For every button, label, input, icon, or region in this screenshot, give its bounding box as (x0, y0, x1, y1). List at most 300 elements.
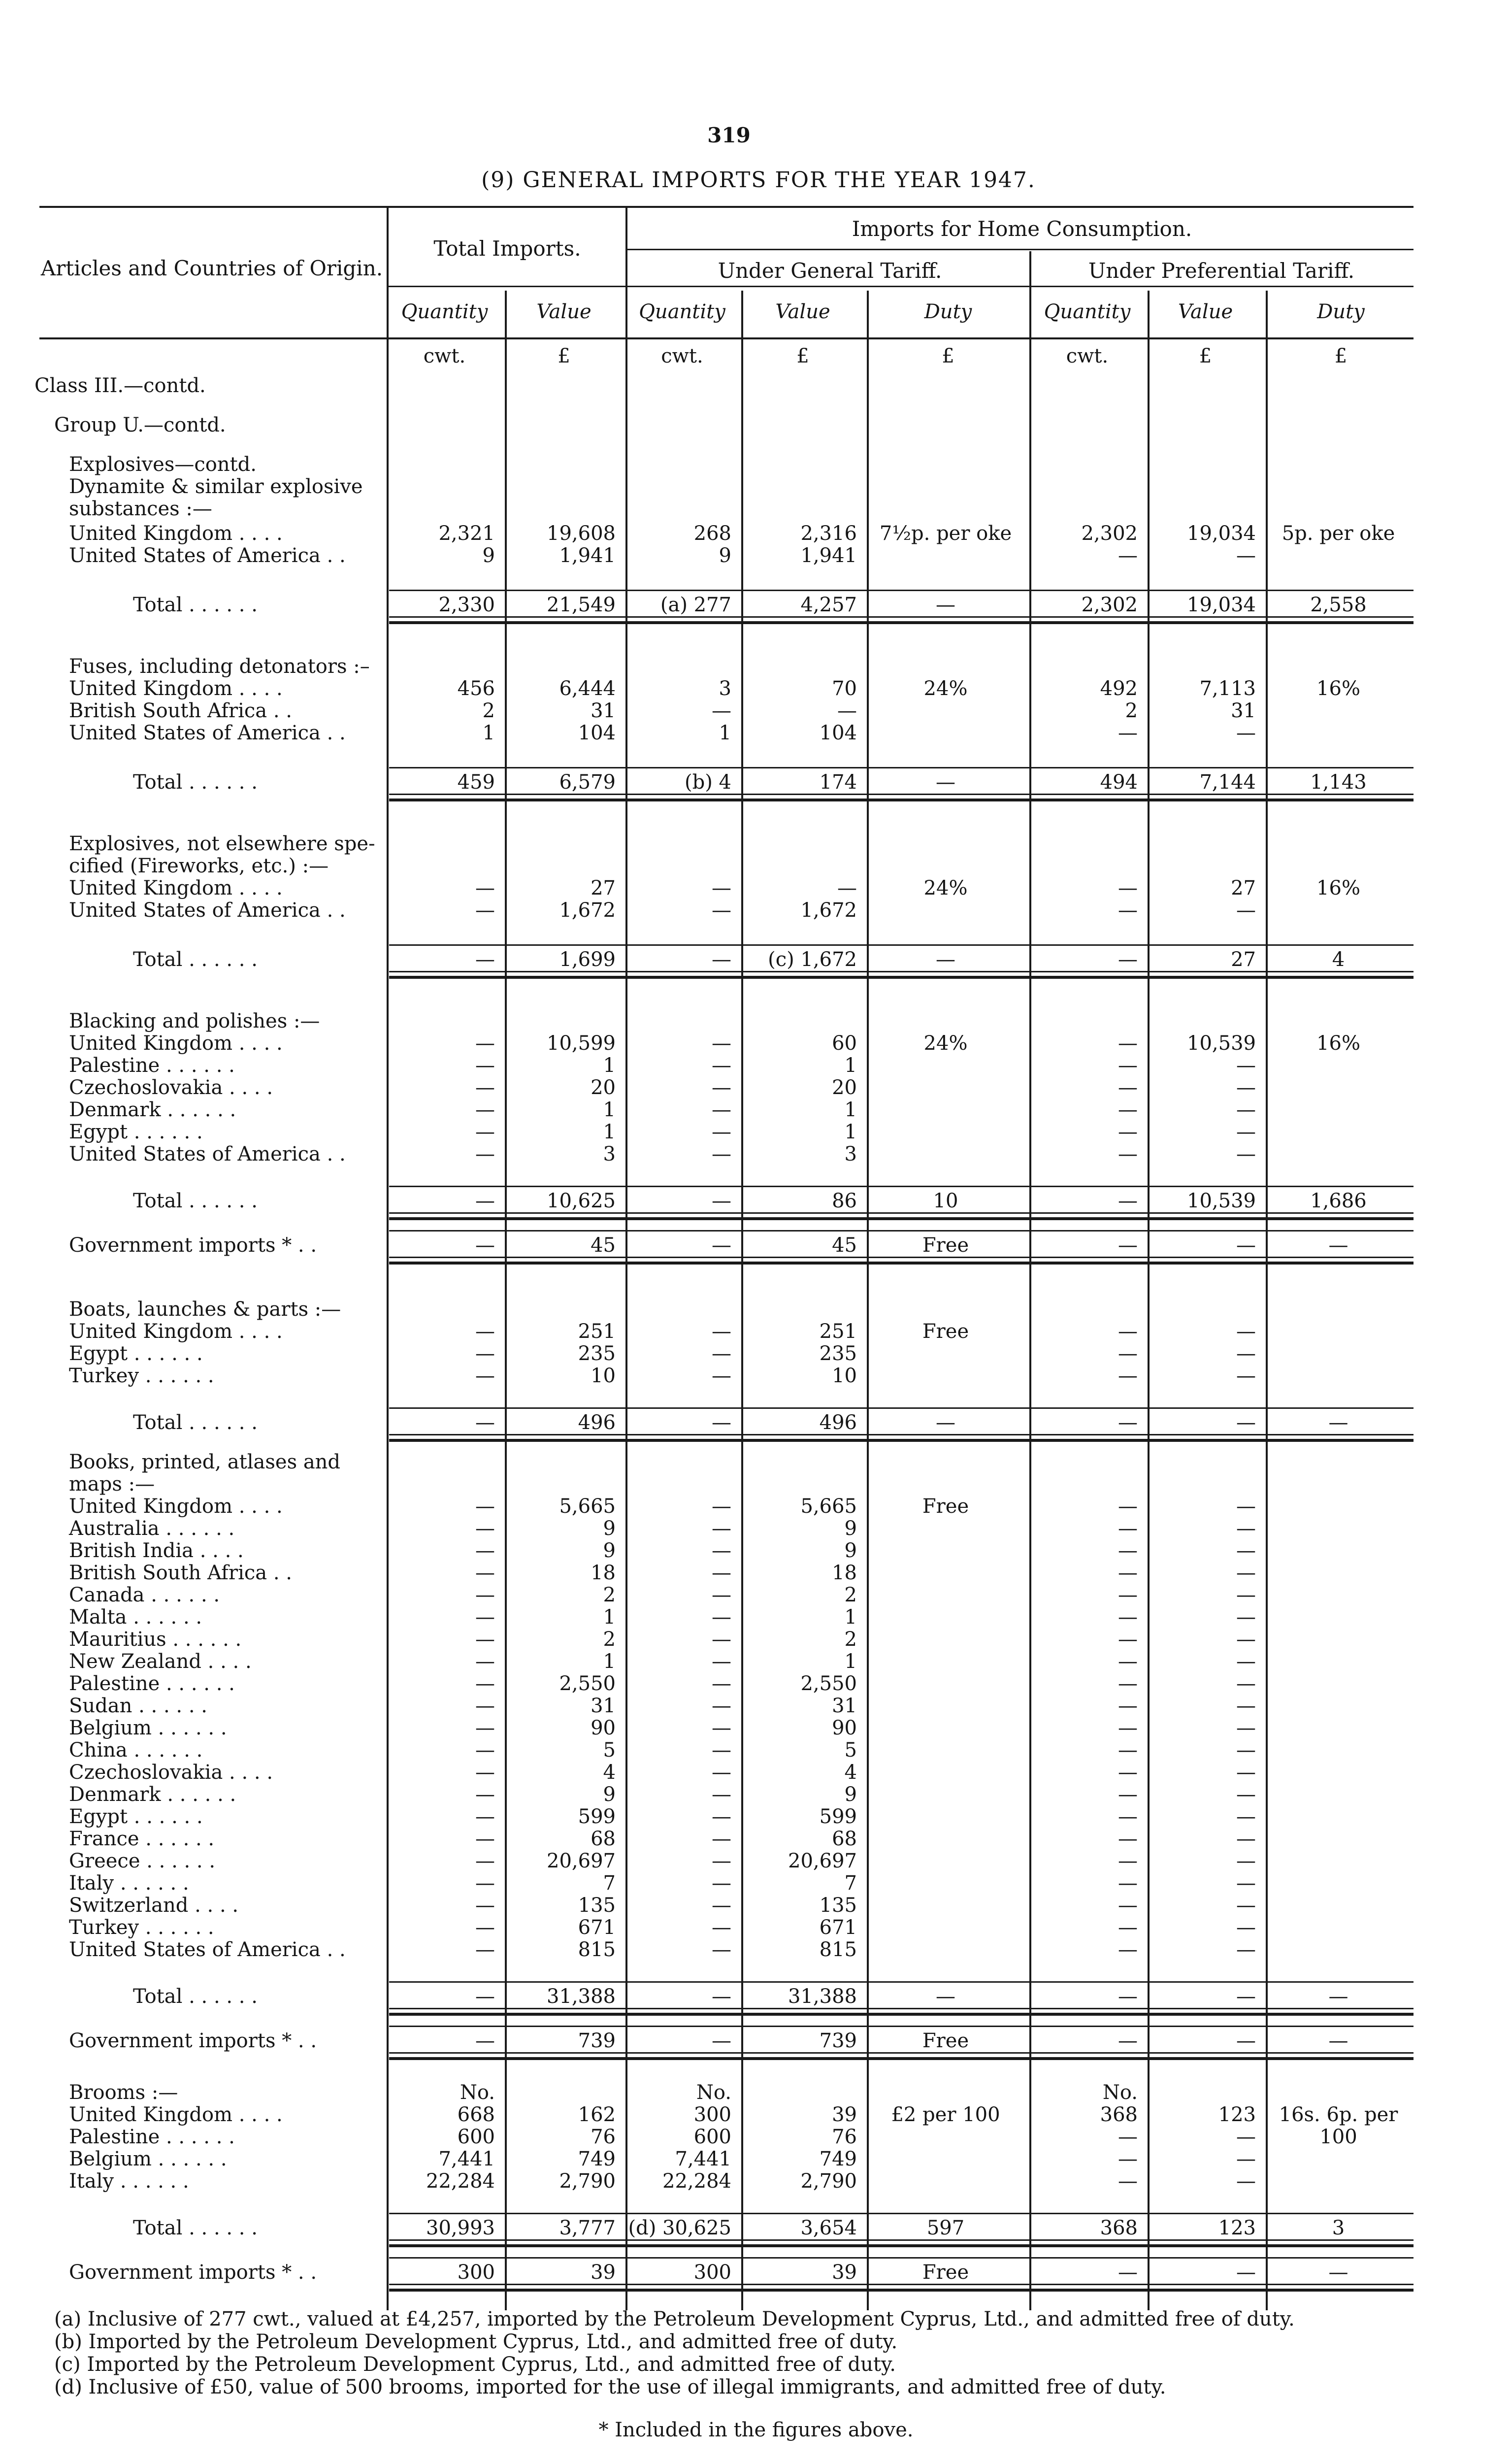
cell-general-duty: 10 (933, 1190, 958, 1212)
row-label: Australia . . . . . . (69, 1517, 235, 1540)
table-row (0, 544, 1512, 567)
cell-total-quantity: — (475, 1098, 495, 1121)
total-rule-above (389, 2213, 1413, 2214)
cell-pref-value: 27 (1231, 877, 1256, 899)
cell-pref-value: — (1236, 1584, 1256, 1606)
row-label: Total . . . . . . (133, 1411, 258, 1434)
cell-total-value: 45 (591, 1234, 616, 1257)
cell-total-quantity: — (475, 1761, 495, 1784)
cell-general-quantity: — (712, 1234, 731, 1257)
row-label: Explosives, not elsewhere spe- (69, 832, 375, 855)
subheader-value: Value (775, 300, 830, 323)
row-label: Government imports * . . (69, 2261, 317, 2284)
table-row (0, 2148, 1512, 2170)
header-home-consumption: Imports for Home Consumption. (852, 217, 1192, 241)
table-row (0, 475, 1512, 498)
cell-general-quantity: — (712, 1783, 731, 1806)
cell-total-value: 19,608 (547, 522, 616, 545)
cell-total-value: 27 (591, 877, 616, 899)
cell-total-value: 739 (578, 2030, 616, 2052)
table-row (0, 2081, 1512, 2104)
cell-pref-value: 31 (1231, 699, 1256, 722)
cell-pref-quantity: — (1118, 1650, 1138, 1673)
cell-general-value: 20,697 (788, 1850, 857, 1872)
cell-pref-value: — (1236, 1872, 1256, 1895)
row-label: Government imports * . . (69, 1234, 317, 1257)
cell-total-value: 6,579 (559, 771, 616, 794)
cell-general-value: 2 (844, 1584, 857, 1606)
cell-total-value: 104 (578, 722, 616, 744)
cell-general-value: 599 (819, 1805, 857, 1828)
cell-pref-quantity: No. (1102, 2081, 1138, 2104)
table-row (0, 1717, 1512, 1739)
cell-pref-duty: 16s. 6p. per (1279, 2103, 1398, 2126)
cell-total-quantity: — (475, 1076, 495, 1099)
cell-pref-value: — (1236, 1916, 1256, 1939)
cell-total-value: 1,941 (559, 544, 616, 567)
cell-general-quantity: — (712, 1121, 731, 1143)
table-row (0, 1451, 1512, 1473)
cell-pref-quantity: — (1118, 1032, 1138, 1055)
table-row (0, 1828, 1512, 1850)
cell-general-quantity: — (712, 1032, 731, 1055)
cell-general-duty: 597 (926, 2217, 965, 2239)
cell-general-value: — (837, 699, 857, 722)
cell-pref-value: 7,144 (1199, 771, 1256, 794)
cell-pref-value: — (1236, 1739, 1256, 1762)
cell-total-value: 235 (578, 1342, 616, 1365)
cell-total-quantity: 9 (482, 544, 495, 567)
table-row (0, 722, 1512, 744)
table-row (0, 1783, 1512, 1806)
cell-pref-value: — (1236, 1517, 1256, 1540)
cell-pref-quantity: — (1118, 1717, 1138, 1739)
cell-pref-quantity: — (1118, 1411, 1138, 1434)
cell-general-quantity: 7,441 (675, 2148, 731, 2170)
cell-pref-value: — (1236, 1143, 1256, 1165)
cell-pref-quantity: 2,302 (1081, 522, 1138, 545)
cell-pref-quantity: — (1118, 1054, 1138, 1077)
cell-total-quantity: — (475, 1739, 495, 1762)
table-total-row (0, 2217, 1512, 2239)
table-row (0, 1342, 1512, 1365)
cell-total-quantity: — (475, 1143, 495, 1165)
cell-general-quantity: — (712, 948, 731, 971)
table-total-row (0, 594, 1512, 616)
cell-general-duty: £2 per 100 (891, 2103, 1000, 2126)
cell-total-value: 39 (591, 2261, 616, 2284)
total-rule-below (389, 794, 1413, 795)
cell-pref-value: 7,113 (1199, 677, 1256, 700)
cell-total-quantity: 22,284 (426, 2170, 495, 2193)
table-row (0, 1320, 1512, 1343)
cell-total-value: 68 (591, 1828, 616, 1850)
cell-general-value: 4 (844, 1761, 857, 1784)
total-rule-below (389, 621, 1413, 624)
cell-general-value: 39 (832, 2103, 857, 2126)
table-row (0, 1517, 1512, 1540)
footnote-star: * Included in the figures above. (598, 2419, 914, 2441)
cell-general-quantity: — (712, 1495, 731, 1518)
row-label: United Kingdom . . . . (69, 522, 283, 545)
cell-general-quantity: — (712, 899, 731, 922)
cell-pref-value: — (1236, 1828, 1256, 1850)
table-row (0, 1032, 1512, 1055)
page-number: 319 (707, 123, 751, 147)
cell-general-duty: Free (922, 1495, 969, 1518)
cell-total-value: 10,625 (547, 1190, 616, 1212)
cell-total-value: 20,697 (547, 1850, 616, 1872)
unit-label: cwt. (1066, 345, 1109, 367)
row-label: United States of America . . (69, 544, 346, 567)
cell-general-value: 68 (832, 1828, 857, 1850)
cell-total-quantity: — (475, 1495, 495, 1518)
cell-total-value: 1 (603, 1054, 616, 1077)
total-rule-below (389, 2013, 1413, 2016)
footnote-b: (b) Imported by the Petroleum Development Cyprus, Ltd., and admitted free of duty. (54, 2330, 898, 2353)
cell-general-duty: — (936, 948, 955, 971)
cell-total-quantity: — (475, 1650, 495, 1673)
table-row (0, 1672, 1512, 1695)
row-label: British South Africa . . (69, 1562, 292, 1584)
header-articles: Articles and Countries of Origin. (40, 256, 383, 280)
cell-general-value: 1 (844, 1098, 857, 1121)
cell-general-value: 7 (844, 1872, 857, 1895)
row-label: Egypt . . . . . . (69, 1805, 203, 1828)
cell-pref-duty: — (1328, 2030, 1348, 2052)
row-label: Egypt . . . . . . (69, 1121, 203, 1143)
table-row (0, 1054, 1512, 1077)
cell-general-quantity: 300 (693, 2261, 731, 2284)
cell-general-value: 4,257 (800, 594, 857, 616)
cell-total-quantity: — (475, 1365, 495, 1387)
cell-general-quantity: — (712, 1098, 731, 1121)
cell-pref-quantity: — (1118, 544, 1138, 567)
cell-pref-quantity: — (1118, 1894, 1138, 1917)
cell-general-value: 2 (844, 1628, 857, 1651)
cell-pref-value: — (1236, 1628, 1256, 1651)
cell-general-value: 90 (832, 1717, 857, 1739)
table-total-row (0, 948, 1512, 971)
row-label: Boats, launches & parts :— (69, 1298, 341, 1321)
table-row (0, 1850, 1512, 1872)
cell-total-quantity: — (475, 1717, 495, 1739)
table-row (0, 1739, 1512, 1762)
cell-pref-quantity: — (1118, 1938, 1138, 1961)
cell-total-quantity: — (475, 948, 495, 971)
home-consumption-rule (625, 249, 1413, 250)
cell-general-value: 174 (819, 771, 857, 794)
row-label: United States of America . . (69, 722, 346, 744)
cell-general-value: (c) 1,672 (768, 948, 857, 971)
cell-general-value: 60 (832, 1032, 857, 1055)
row-label: Total . . . . . . (133, 771, 258, 794)
row-label: Mauritius . . . . . . (69, 1628, 242, 1651)
cell-total-value: 76 (591, 2126, 616, 2148)
tariff-rule (387, 286, 1413, 287)
cell-pref-quantity: — (1118, 1606, 1138, 1629)
header-top-rule (39, 206, 1413, 208)
table-row (0, 1916, 1512, 1939)
cell-general-value: 104 (819, 722, 857, 744)
cell-total-value: 31 (591, 699, 616, 722)
cell-total-value: 5,665 (559, 1495, 616, 1518)
table-row (0, 899, 1512, 922)
cell-general-value: 2,550 (800, 1672, 857, 1695)
cell-general-quantity: — (712, 1985, 731, 2008)
cell-total-value: 1,672 (559, 899, 616, 922)
subheader-value: Value (1178, 300, 1233, 323)
cell-total-quantity: — (475, 1783, 495, 1806)
row-label: France . . . . . . (69, 1828, 215, 1850)
row-label: Books, printed, atlases and (69, 1451, 341, 1473)
cell-general-quantity: — (712, 1672, 731, 1695)
cell-pref-duty: 2,558 (1310, 594, 1367, 616)
table-title: (9) GENERAL IMPORTS FOR THE YEAR 1947. (481, 167, 1036, 193)
cell-pref-value: — (1236, 2170, 1256, 2193)
unit-label: £ (558, 345, 570, 367)
cell-total-quantity: — (475, 1872, 495, 1895)
total-rule-below (389, 1434, 1413, 1435)
cell-total-value: 6,444 (559, 677, 616, 700)
cell-pref-quantity: 368 (1100, 2103, 1138, 2126)
cell-general-value: 5,665 (800, 1495, 857, 1518)
cell-pref-value: — (1236, 1411, 1256, 1434)
cell-general-quantity: — (712, 1539, 731, 1562)
cell-general-quantity: — (712, 1562, 731, 1584)
cell-pref-duty: 1,143 (1310, 771, 1367, 794)
cell-pref-value: — (1236, 2148, 1256, 2170)
row-label: Czechoslovakia . . . . (69, 1761, 273, 1784)
cell-pref-value: — (1236, 1495, 1256, 1518)
cell-total-quantity: 2,321 (438, 522, 495, 545)
cell-pref-quantity: — (1118, 1076, 1138, 1099)
table-row (0, 677, 1512, 700)
row-label: United Kingdom . . . . (69, 1495, 283, 1518)
row-label: United Kingdom . . . . (69, 1032, 283, 1055)
cell-pref-quantity: — (1118, 1695, 1138, 1717)
table-total-row (0, 771, 1512, 794)
cell-pref-quantity: — (1118, 1562, 1138, 1584)
cell-general-quantity: 1 (719, 722, 731, 744)
cell-total-value: 31 (591, 1695, 616, 1717)
cell-pref-value: — (1236, 1650, 1256, 1673)
table-row (0, 1650, 1512, 1673)
subheader-quantity: Quantity (639, 300, 725, 323)
table-row (0, 1473, 1512, 1496)
total-rule-below (389, 616, 1413, 618)
cell-pref-quantity: — (1118, 1672, 1138, 1695)
cell-general-quantity: — (712, 1695, 731, 1717)
cell-pref-quantity: — (1118, 722, 1138, 744)
table-row (0, 1606, 1512, 1629)
cell-general-value: 1,672 (800, 899, 857, 922)
cell-general-quantity: — (712, 1517, 731, 1540)
cell-general-value: 70 (832, 677, 857, 700)
cell-general-value: 9 (844, 1517, 857, 1540)
table-row (0, 1539, 1512, 1562)
cell-total-value: 7 (603, 1872, 616, 1895)
table-total-row (0, 1234, 1512, 1257)
row-label: Blacking and polishes :— (69, 1010, 320, 1032)
cell-pref-quantity: — (1118, 1828, 1138, 1850)
cell-total-value: 2,550 (559, 1672, 616, 1695)
cell-general-value: 251 (819, 1320, 857, 1343)
unit-label: £ (1334, 345, 1348, 367)
cell-general-value: 739 (819, 2030, 857, 2052)
cell-general-duty: — (936, 1411, 955, 1434)
total-rule-below (389, 2244, 1413, 2247)
total-rule-below (389, 1212, 1413, 1214)
row-label: Class III.—contd. (34, 374, 206, 397)
row-label: Palestine . . . . . . (69, 2126, 235, 2148)
cell-total-quantity: — (475, 1916, 495, 1939)
total-rule-below (389, 2289, 1413, 2292)
cell-pref-value: — (1236, 722, 1256, 744)
cell-pref-quantity: — (1118, 1320, 1138, 1343)
cell-general-value: — (837, 877, 857, 899)
cell-general-value: 3 (844, 1143, 857, 1165)
cell-pref-value: — (1236, 1783, 1256, 1806)
cell-general-quantity: — (712, 1584, 731, 1606)
row-label: United Kingdom . . . . (69, 877, 283, 899)
cell-total-quantity: 2 (482, 699, 495, 722)
cell-pref-value: — (1236, 1234, 1256, 1257)
row-label: Malta . . . . . . (69, 1606, 202, 1629)
cell-pref-value: — (1236, 1985, 1256, 2008)
cell-pref-quantity: — (1118, 2126, 1138, 2148)
cell-general-value: 671 (819, 1916, 857, 1939)
cell-pref-value: — (1236, 1606, 1256, 1629)
cell-total-value: 9 (603, 1783, 616, 1806)
cell-general-quantity: — (712, 1190, 731, 1212)
cell-total-quantity: — (475, 1606, 495, 1629)
cell-general-quantity: — (712, 1805, 731, 1828)
unit-label: £ (1199, 345, 1212, 367)
cell-total-value: 90 (591, 1717, 616, 1739)
cell-general-value: 86 (832, 1190, 857, 1212)
cell-general-quantity: — (712, 1916, 731, 1939)
total-rule-below (389, 799, 1413, 801)
row-label: Total . . . . . . (133, 1190, 258, 1212)
row-label: Palestine . . . . . . (69, 1672, 235, 1695)
cell-general-quantity: (a) 277 (660, 594, 731, 616)
cell-general-quantity: — (712, 1054, 731, 1077)
cell-general-value: 39 (832, 2261, 857, 2284)
row-label: Total . . . . . . (133, 2217, 258, 2239)
cell-total-quantity: 300 (457, 2261, 495, 2284)
cell-pref-quantity: — (1118, 1143, 1138, 1165)
table-row (0, 1010, 1512, 1032)
row-label: Group U.—contd. (54, 414, 226, 436)
unit-label: £ (942, 345, 954, 367)
row-label: New Zealand . . . . (69, 1650, 252, 1673)
cell-pref-value: — (1236, 544, 1256, 567)
cell-total-quantity: — (475, 1190, 495, 1212)
cell-pref-quantity: 2 (1125, 699, 1138, 722)
table-row (0, 1562, 1512, 1584)
cell-total-quantity: — (475, 1320, 495, 1343)
cell-general-duty: — (936, 771, 955, 794)
subheader-quantity: Quantity (401, 300, 488, 323)
cell-general-value: 1 (844, 1121, 857, 1143)
cell-pref-duty: — (1328, 1234, 1348, 1257)
cell-pref-duty: 16% (1316, 1032, 1360, 1055)
cell-pref-value: — (1236, 1562, 1256, 1584)
row-label: substances :— (69, 498, 212, 520)
cell-pref-value: — (1236, 1894, 1256, 1917)
cell-general-value: 749 (819, 2148, 857, 2170)
cell-total-quantity: — (475, 1121, 495, 1143)
cell-general-duty: 7½p. per oke (879, 522, 1012, 545)
footnote-a: (a) Inclusive of 277 cwt., valued at £4,257, imported by the Petroleum Development Cyprus, Ltd., and admitted free of duty. (54, 2308, 1295, 2330)
row-label: Total . . . . . . (133, 594, 258, 616)
cell-general-quantity: 268 (693, 522, 731, 545)
cell-total-quantity: — (475, 1032, 495, 1055)
cell-pref-quantity: — (1118, 1495, 1138, 1518)
subheader-value: Value (536, 300, 592, 323)
cell-total-quantity: — (475, 2030, 495, 2052)
cell-general-quantity: — (712, 1606, 731, 1629)
row-label: United States of America . . (69, 1143, 346, 1165)
cell-pref-duty: 3 (1332, 2217, 1345, 2239)
cell-total-quantity: — (475, 1517, 495, 1540)
table-total-row (0, 2030, 1512, 2052)
cell-general-duty: 24% (923, 1032, 968, 1055)
cell-pref-value: 10,539 (1187, 1032, 1256, 1055)
cell-general-duty: Free (922, 1320, 969, 1343)
cell-total-value: 2 (603, 1628, 616, 1651)
table-row (0, 1098, 1512, 1121)
cell-total-quantity: — (475, 899, 495, 922)
row-label: Dynamite & similar explosive (69, 475, 363, 498)
cell-pref-value: 123 (1218, 2217, 1256, 2239)
cell-pref-quantity: — (1118, 1584, 1138, 1606)
table-row (0, 1143, 1512, 1165)
subheader-duty: Duty (924, 300, 972, 323)
cell-general-quantity: — (712, 1342, 731, 1365)
total-rule-below (389, 1439, 1413, 1442)
cell-general-value: 9 (844, 1783, 857, 1806)
table-row (0, 453, 1512, 476)
cell-general-value: 9 (844, 1539, 857, 1562)
header-total-imports: Total Imports. (433, 236, 581, 261)
cell-pref-value: 123 (1218, 2103, 1256, 2126)
cell-total-value: 3,777 (559, 2217, 616, 2239)
cell-pref-quantity: — (1118, 1190, 1138, 1212)
cell-pref-quantity: — (1118, 877, 1138, 899)
cell-total-quantity: — (475, 1672, 495, 1695)
cell-pref-value: — (1236, 1695, 1256, 1717)
cell-total-value: 5 (603, 1739, 616, 1762)
table-row (0, 1495, 1512, 1518)
cell-total-quantity: — (475, 1985, 495, 2008)
cell-total-value: 496 (578, 1411, 616, 1434)
header-general-tariff: Under General Tariff. (718, 259, 942, 283)
cell-general-value: 135 (819, 1894, 857, 1917)
row-label: Belgium . . . . . . (69, 1717, 227, 1739)
cell-general-duty: — (936, 1985, 955, 2008)
row-label: China . . . . . . (69, 1739, 203, 1762)
cell-total-quantity: — (475, 1628, 495, 1651)
cell-pref-quantity: — (1118, 1539, 1138, 1562)
row-label: Canada . . . . . . (69, 1584, 220, 1606)
footnote-c: (c) Imported by the Petroleum Development Cyprus, Ltd., and admitted free of duty. (54, 2353, 896, 2376)
cell-total-value: 1 (603, 1098, 616, 1121)
cell-total-value: 2 (603, 1584, 616, 1606)
row-label: Italy . . . . . . (69, 1872, 189, 1895)
cell-total-value: 4 (603, 1761, 616, 1784)
